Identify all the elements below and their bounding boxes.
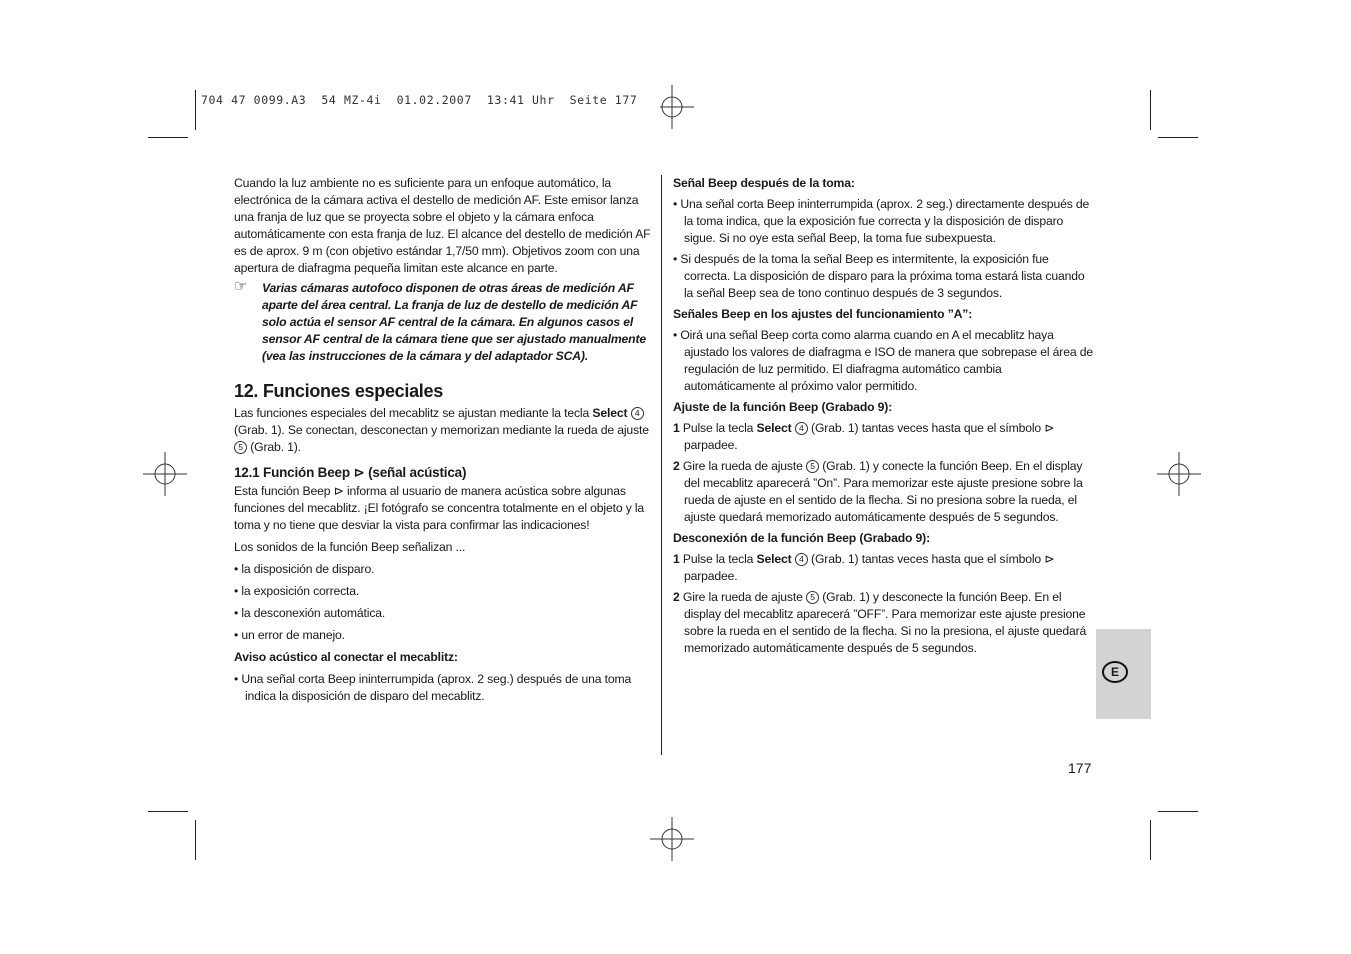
pointing-hand-icon: ☞	[234, 278, 248, 295]
crop-mark	[195, 90, 196, 130]
list-item: • Si después de la toma la señal Beep es intermitente, la exposición fue correcta. La disposición de disparo para la próxima toma estará lista cuando la señal Beep sea de tono continuo después de 3 segundos.	[673, 252, 1085, 300]
registration-mark-icon	[1157, 452, 1201, 496]
beep-icon: ⊳	[333, 484, 344, 498]
registration-mark-icon	[650, 817, 694, 861]
crop-mark	[148, 137, 188, 138]
list-item: • Oirá una señal Beep corta como alarma cuando en A el mecablitz haya ajustado los valores de diafragma e ISO de manera que sobrepase el área de regulación de luz permitido. El diafragma automático cambia automáticamente al próximo valor permitido.	[673, 328, 1093, 393]
list-item: • un error de manejo.	[234, 628, 345, 642]
select-key-label: Select	[756, 421, 792, 435]
step-item: 2 Gire la rueda de ajuste 5 (Grab. 1) y conecte la función Beep. En el display del mecablitz aparecerá ”On”. Para memorizar este ajuste presione sobre la rueda de ajuste en el sentido de la flecha. Si no presiona sobre la rueda, el ajuste quedará memorizado automáticamente después de 5 segundos.	[673, 459, 1083, 524]
number-5-icon: 5	[806, 591, 819, 604]
step-item: 1 Pulse la tecla Select 4 (Grab. 1) tantas veces hasta que el símbolo ⊳ parpadee.	[673, 552, 1055, 583]
subsection-intro: Esta función Beep ⊳ informa al usuario de manera acústica sobre algunas funciones del mecablitz. ¡El fotógrafo se concentra totalmente en el objeto y la toma y no tiene que desviar la vista para confirmar las indicaciones!	[234, 484, 645, 532]
list-item: • la exposición correcta.	[234, 584, 360, 598]
note-text: Varias cámaras autofoco disponen de otras áreas de medición AF aparte del área central. La franja de luz de destello de medición AF solo actúa el sensor AF central de la cámara. En algunos casos el sensor AF central de la cámara tiene que ser ajustado manualmente (vea las instrucciones de la cámara y del adaptador SCA).	[262, 281, 647, 363]
left-column	[234, 175, 654, 705]
number-5-icon: 5	[806, 460, 819, 473]
list-item: • la desconexión automática.	[234, 606, 386, 620]
beep-icon: ⊳	[1044, 421, 1055, 435]
section-intro: Las funciones especiales del mecablitz se ajustan mediante la tecla Select 4 (Grab. 1). Se conectan, desconectan y memorizan mediante la rueda de ajuste 5 (Grab. 1).	[234, 406, 649, 454]
registration-mark-icon	[143, 452, 187, 496]
print-slug: 704 47 0099.A3 54 MZ-4i 01.02.2007 13:41 Uhr Seite 177	[201, 93, 638, 107]
select-key-label: Select	[756, 552, 792, 566]
column-divider	[661, 175, 662, 755]
page-number: 177	[1068, 760, 1092, 776]
beep-icon: ⊳	[353, 465, 365, 480]
step-item: 1 Pulse la tecla Select 4 (Grab. 1) tantas veces hasta que el símbolo ⊳ parpadee.	[673, 421, 1055, 452]
number-5-icon: 5	[234, 441, 247, 454]
signals-intro: Los sonidos de la función Beep señalizan ...	[234, 540, 466, 554]
off-title: Desconexión de la función Beep (Grabado 9):	[673, 531, 930, 545]
select-key-label: Select	[592, 406, 628, 420]
crop-mark	[1158, 137, 1198, 138]
af-note	[234, 280, 654, 365]
number-4-icon: 4	[631, 407, 644, 420]
subsection-title: 12.1 Función Beep ⊳ (señal acústica)	[234, 465, 467, 480]
intro-paragraph: Cuando la luz ambiente no es suficiente para un enfoque automático, la electrónica de la cámara activa el destello de medición AF. Este emisor lanza una franja de luz que se proyecta sobre el objeto y la cámara enfoca automáticamente con esta franja de luz. El alcance del destello de medición AF es de aprox. 9 m (con objetivo estándar 1,7/50 mm). Objetivos zoom con una apertura de diafragma pequeña limitan este alcance en parte.	[234, 176, 651, 275]
right-column	[673, 175, 1095, 657]
mode-a-title: Señales Beep en los ajustes del funcionamiento ”A”:	[673, 307, 973, 321]
step-item: 2 Gire la rueda de ajuste 5 (Grab. 1) y desconecte la función Beep. En el display del mecablitz aparecerá ”OFF”. Para memorizar este ajuste presione sobre la rueda en el sentido de la flecha. Si no la presiona, el ajuste quedará memorizado automáticamente después de 5 segundos.	[673, 590, 1087, 655]
crop-mark	[1150, 90, 1151, 130]
crop-mark	[195, 820, 196, 860]
list-item: • Una señal corta Beep ininterrumpida (aprox. 2 seg.) directamente después de la toma indica, que la exposición fue correcta y la disposición de disparo sigue. Si no oye esta señal Beep, la toma fue subexpuesta.	[673, 197, 1090, 245]
setup-title: Ajuste de la función Beep (Grabado 9):	[673, 400, 893, 414]
number-4-icon: 4	[795, 553, 808, 566]
crop-mark	[1158, 811, 1198, 812]
after-shot-title: Señal Beep después de la toma:	[673, 176, 855, 190]
list-item: • la disposición de disparo.	[234, 562, 375, 576]
registration-mark-icon	[650, 85, 694, 129]
crop-mark	[148, 811, 188, 812]
aviso-text: • Una señal corta Beep ininterrumpida (aprox. 2 seg.) después de una toma indica la disposición de disparo del mecablitz.	[234, 672, 632, 703]
language-tab-label: E	[1102, 661, 1128, 683]
aviso-title: Aviso acústico al conectar el mecablitz:	[234, 650, 458, 664]
crop-mark	[1150, 820, 1151, 860]
beep-icon: ⊳	[1044, 552, 1055, 566]
section-title: 12. Funciones especiales	[234, 381, 443, 401]
number-4-icon: 4	[795, 422, 808, 435]
